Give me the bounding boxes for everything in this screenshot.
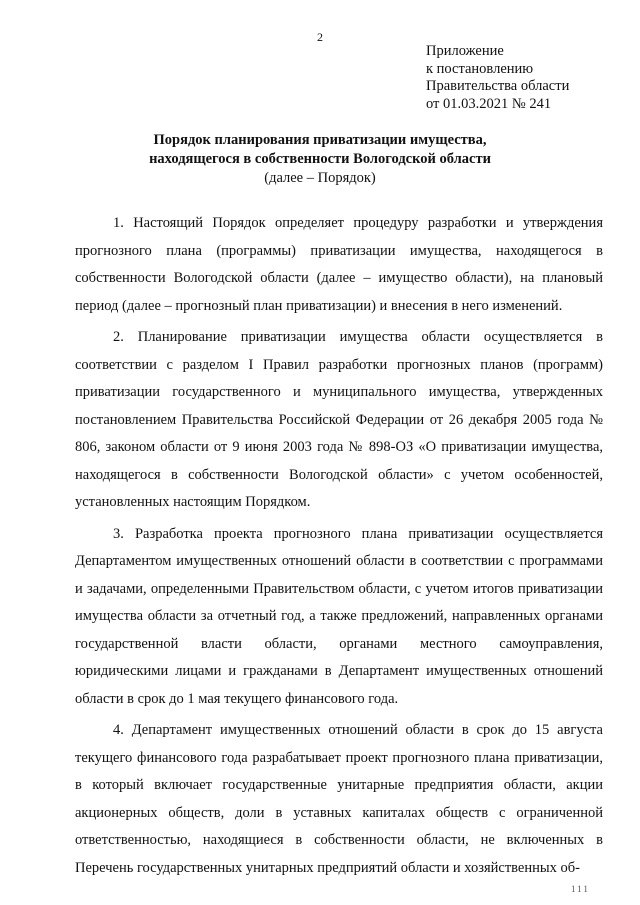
appendix-line: от 01.03.2021 № 241 [426, 95, 552, 112]
appendix-line: Приложение [426, 43, 504, 59]
document-body [75, 210, 603, 886]
page-number: 2 [317, 30, 323, 44]
footer-mark: 111 [571, 884, 590, 894]
appendix-line: Правительства области [426, 78, 570, 94]
appendix-line: к постановлению [426, 60, 534, 77]
paragraph: 3. Разработка проекта прогнозного плана приватизации осуществляется Департаментом имущественных отношений области в соответствии с программами и задачами, определенными Правительством области, с учетом итогов приватизации имущества области за отчетный год, а также предложений, направленных органами государственной власти области, органами местного самоуправления, юридическими лицами и гражданами в Департамент имущественных отношений области в срок до 1 мая текущего финансового года. [75, 525, 603, 707]
title-line: находящегося в собственности Вологодской области [149, 151, 491, 167]
paragraph: 2. Планирование приватизации имущества области осуществляется в соответствии с разделом I Правил разработки прогнозных планов (программ) приватизации государственного и муниципального имущества, утвержденных постановлением Правительства Российской Федерации от 26 декабря 2005 года № 806, законом области от 9 июня 2003 года № 898-ОЗ «О приватизации имущества, находящегося в собственности Вологодской области» с учетом особенностей, установленных настоящим Порядком. [75, 329, 603, 510]
title-line: Порядок планирования приватизации имущества, [153, 132, 487, 148]
appendix-block [426, 43, 626, 113]
title-subline: (далее – Порядок) [264, 170, 376, 186]
document-title [0, 131, 640, 188]
paragraph: 4. Департамент имущественных отношений области в срок до 15 августа текущего финансового года разрабатывает проект прогнозного плана приватизации, в который включает государственные унитарные предприятия области, акции акционерных обществ, доли в уставных капиталах обществ с ограниченной ответственностью, находящиеся в собственности области, не включенных в Перечень государственных унитарных предприятий области и хозяйственных об- [75, 722, 603, 876]
paragraph: 1. Настоящий Порядок определяет процедуру разработки и утверждения прогнозного плана (программы) приватизации имущества, находящегося в собственности Вологодской области (далее – имущество области), на плановый период (далее – прогнозный план приватизации) и внесения в него изменений. [75, 215, 603, 314]
